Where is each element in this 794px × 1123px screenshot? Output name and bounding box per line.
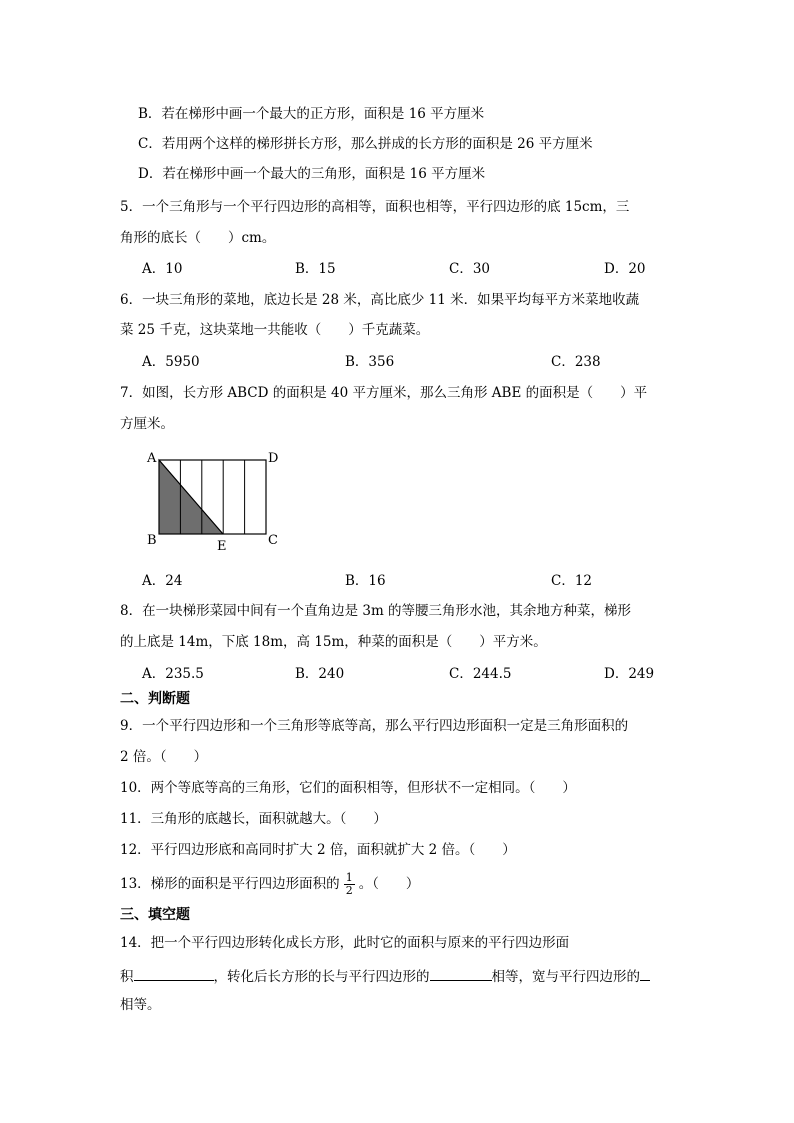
q8-stem-line2: 的上底是 14m，下底 18m，高 15m，种菜的面积是（ ）平方米。 <box>120 634 547 650</box>
q6-stem-line1: 6．一块三角形的菜地，底边长是 28 米，高比底少 11 米．如果平均每平方米菜地收蔬 <box>120 292 640 308</box>
q8-option-c: C．244.5 <box>449 666 512 682</box>
q4-option-d: D．若在梯形中画一个最大的三角形，面积是 16 平方厘米 <box>138 166 486 182</box>
section-title-fill-in: 三、填空题 <box>120 907 190 923</box>
q8-stem-line1: 8．在一块梯形菜园中间有一个直角边是 3m 的等腰三角形水池，其余地方种菜，梯形 <box>120 603 632 619</box>
q8-option-d: D．249 <box>604 666 655 682</box>
q8-option-a: A．235.5 <box>142 666 204 682</box>
section-title-judgment: 二、判断题 <box>120 691 190 707</box>
q6-stem-line2: 菜 25 千克，这块菜地一共能收（ ）千克蔬菜。 <box>120 322 430 338</box>
q8-option-b: B．240 <box>295 666 345 682</box>
label-b: B <box>147 533 157 548</box>
q10-stem: 10．两个等底等高的三角形，它们的面积相等，但形状不一定相同。（ ） <box>120 780 576 796</box>
q5-option-c: C．30 <box>449 261 491 277</box>
label-a: A <box>147 451 157 466</box>
answer-blank-1[interactable] <box>134 966 214 981</box>
q5-option-a: A．10 <box>142 261 183 277</box>
q13-stem <box>120 868 419 900</box>
q7-option-a: A．24 <box>142 573 183 589</box>
label-c: C <box>268 533 278 548</box>
q12-stem: 12．平行四边形底和高同时扩大 2 倍，面积就扩大 2 倍。（ ） <box>120 842 516 858</box>
q14-text-b: ，转化后长方形的长与平行四边形的 <box>213 969 430 985</box>
q7-option-c: C．12 <box>551 573 593 589</box>
q14-text-c: 相等，宽与平行四边形的 <box>491 969 640 985</box>
q9-stem-line2: 2 倍。（ ） <box>120 749 208 765</box>
q6-option-c: C．238 <box>551 354 601 370</box>
q6-option-b: B．356 <box>345 354 395 370</box>
answer-blank-2[interactable] <box>430 966 492 981</box>
q7-stem-line2: 方厘米。 <box>120 416 174 432</box>
q5-stem-line2: 角形的底长（ ）cm。 <box>120 230 276 246</box>
fraction-numerator: 1 <box>345 871 353 884</box>
q14-text-a: 积 <box>120 969 134 985</box>
q5-stem-line1: 5．一个三角形与一个平行四边形的高相等，面积也相等，平行四边形的底 15cm，三 <box>120 199 630 215</box>
fraction-denominator: 2 <box>345 884 353 897</box>
q14-stem-line3: 相等。 <box>120 997 161 1013</box>
q13-prefix: 13．梯形的面积是平行四边形面积的 <box>120 876 340 892</box>
q4-option-b: B．若在梯形中画一个最大的正方形，面积是 16 平方厘米 <box>138 106 485 122</box>
q13-suffix: 。（ ） <box>358 876 420 892</box>
q7-stem-line1: 7．如图，长方形 ABCD 的面积是 40 平方厘米，那么三角形 ABE 的面积是（ ）平 <box>120 385 648 401</box>
q7-option-b: B．16 <box>345 573 386 589</box>
answer-blank-3[interactable] <box>640 966 650 981</box>
q5-option-b: B．15 <box>295 261 336 277</box>
q6-option-a: A．5950 <box>142 354 200 370</box>
rectangle-abcd-figure <box>140 444 290 556</box>
q5-option-d: D．20 <box>604 261 646 277</box>
q4-option-c: C．若用两个这样的梯形拼长方形，那么拼成的长方形的面积是 26 平方厘米 <box>138 136 593 152</box>
label-e: E <box>217 539 227 554</box>
q14-stem-line2 <box>120 966 650 986</box>
label-d: D <box>268 451 279 466</box>
fraction-one-half <box>344 872 355 897</box>
q11-stem: 11．三角形的底越长，面积就越大。（ ） <box>120 811 387 827</box>
q14-stem-line1: 14．把一个平行四边形转化成长方形，此时它的面积与原来的平行四边形面 <box>120 935 570 951</box>
q9-stem-line1: 9．一个平行四边形和一个三角形等底等高，那么平行四边形面积一定是三角形面积的 <box>120 718 629 734</box>
